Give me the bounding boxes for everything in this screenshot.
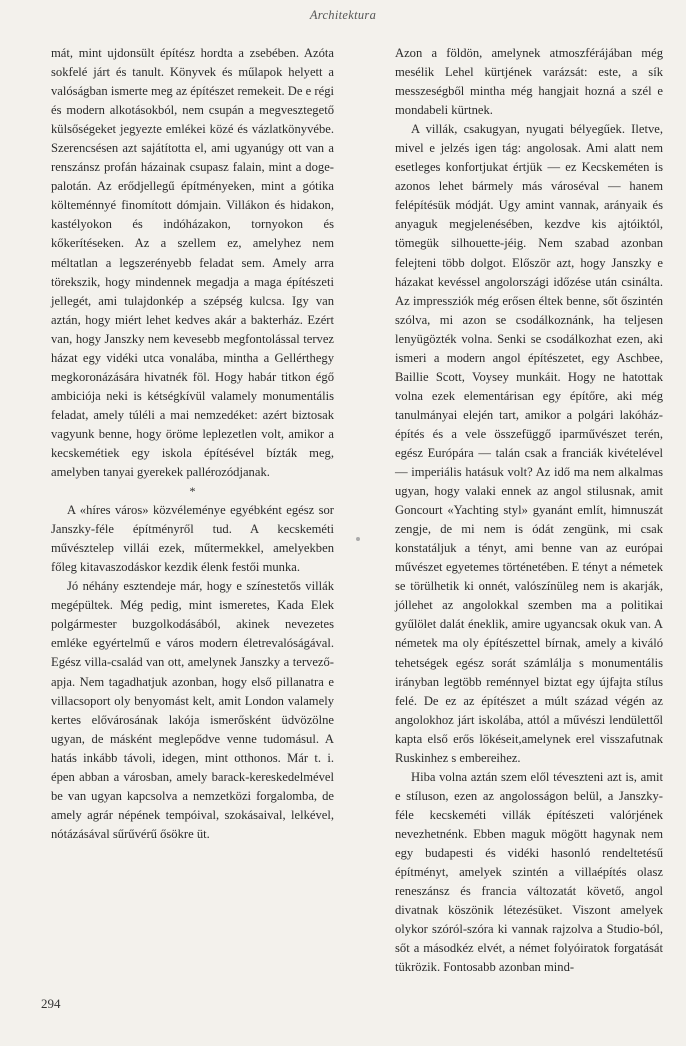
right-column [395,44,663,977]
page-number: 294 [41,996,61,1011]
right-paragraph-2: A villák, csakugyan, nyugati bélyegűek. Iletve, mivel e jelzés igen tág: angolosak. Ami alatt nem esetleges konfortjukat értjük — ez Kecskeméten is azonos lehet bármely más városéval — hanem felépítésük módját. Ugy amint vannak, arányaik és anyaguk megjelenésében, kezdve kis ajtóiktól, tömegük silhouette-jéig. Nem szabad azonban felejteni több dolgot. Először azt, hogy Janszky e házakat kevéssel angolországi időzése után csinálta. Az impressziók még erősen éltek benne, sőt őszintén szólva, mi azon se csodálkoznánk, ha teljesen lenyügözték volna. Senki se csodálkozhat ezen, aki ismeri a modern angol építészetet, egy Aschbee, Baillie Scott, Voysey munkáit. Hogy ne hatottak volna ezek elementárisan egy építőre, aki még tanulmányai elején tart, amikor a polgári lakóház-építés és a vele összefüggő iparművészet terén, egész Európára — talán csak a franciák kivételével — imperiális hatásuk volt? Az idő ma nem alkalmas ugyan, hogy valaki ennek az angol stilusnak, amit Goncourt «Yachting styl» gyanánt említ, himnuszát zengje, de mi nem is ódát zengünk, mi csak konstatáljuk a tényt, ami benne van az európai művészet egyetemes történetében. E tényt a németek se törülhetik ki onnét, valószínüleg nem is akarják, jóllehet az angolokkal szemben ma a politikai gyűlölet dalát éneklik, amire ugyancsak okuk van. A németek ma oly építészettel bírnak, amely a kiváló tehetségek egész sorát számlálja s monumentális irányban legtöbb reménnyel biztat egy újfajta stílus felé. De ez az építészet a múlt század végén az angolokhoz járt iskolába, attól a művészi lendülettől kapta első erős lökéseit,amelynek erel visszafutnak Ruskinhez s embereihez. [395,122,663,765]
print-speck [356,537,360,541]
running-header: Architektura [309,8,377,22]
left-paragraph-3: Jó néhány esztendeje már, hogy e színestetős villák megépültek. Még pedig, mint ismeretes, Kada Elek polgármester buzgolkodásából, akinek nevezetes emléke egyértelmű e város modern életrevalóságával. Egész villa-család van ott, amelynek Janszky a tervező-apja. Nem tagadhatjuk azonban, hogy első pillanatra e villacsoport oly benyomást kelt, amit London valamely kertes elővárosának lakója ismerősként üdvözölne ugyan, de másként meglepődve venne tudomásul. A hatás inkább távoli, idegen, mint otthonos. Már t. i. épen abban a városban, amely barack-kereskedelmével be van ugyan kapcsolva a nemzetközi forgalomba, de amely agrár népének tempóival, szokásaival, lelkével, nótázásával sűrűvérű ősökre üt. [51,579,334,841]
section-separator: * [189,484,196,499]
left-paragraph-1: mát, mint ujdonsült építész hordta a zsebében. Azóta sokfelé járt és tanult. Könyvek és műlapok helyett a valóságban ismerte meg az építészet remekeit. De e régi és modern alkotásokból, nem csupán a megvesztegető külsőségeket jegyezte emlékei közé és vázlatkönyvébe. Szerencsésen azt sajátította el, ami ugyanúgy ott van a renszánsz profán házainak csupasz falain, mint a doge-palotán. Az erődjellegű építményeken, mint a gótika költeménnyé finomított dómjain. Villákon és hidakon, kastélyokon és indóházakon, tornyokon és kőkerítéseken. Az a szellem ez, amelyhez nem méltatlan a legszerényebb feladat sem. Amely arra törekszik, hogy mindennek megadja a maga építészeti jellegét, ami tulajdonkép a szépség kulcsa. Igy van aztán, hogy miért lehet kedves akár a bakterház. Ezért van, hogy Janszky nem kevesebb megfontolással tervez házat egy vidéki utca vonalába, mintha a Gellérthegy megkoronázására hivatnék föl. Hogy habár titkon égő ambiciója neki is kétségkívül valamely monumentális feladat, amely túléli a mai nemzedéket: azért biztosak vagyunk benne, hogy öröme leplezetlen volt, amikor a kecskemétiek egy iskola építésével bízták meg, amelyben tanyai gyerekek pallérozódjanak. [51,46,334,480]
right-paragraph-1: Azon a földön, amelynek atmoszférájában még mesélik Lehel kürtjének varázsát: este, a sík messzeségből mintha még hangjait hozná a szél e mondabeli kürtnek. [395,46,663,118]
right-paragraph-3: Hiba volna aztán szem elől téveszteni azt is, amit e stíluson, ezen az angolosságon belül, a Janszky-féle kecskeméti villák építészeti valórjének nevezhetnénk. Ebben maguk mögött hagynak nem egy budapesti és vidéki hasonló rendeltetésű építményt, amelyek szintén a villaépítés olasz reneszánsz és francia változatát követő, angol divatnak köszönik létezésüket. Viszont amelyek olykor szóról-szóra ki vannak rajzolva a Studio-ból, sőt a másodkéz elvét, a német folyóiratok forgatását tükrözik. Fontosabb azonban mind- [395,769,663,975]
left-column [51,44,334,844]
left-paragraph-2: A «híres város» közvéleménye egyébként egész sor Janszky-féle építményről tud. A kecskeméti művésztelep villái ezek, műtermekkel, amelyekben főleg kitavaszodáskor kezdik élenk festői munka. [51,503,334,575]
